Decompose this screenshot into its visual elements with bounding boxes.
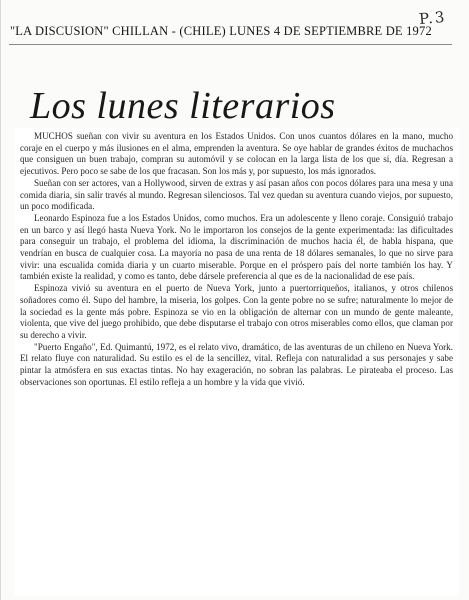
article-paragraph-1: MUCHOS sueñan con vivir su aventura en los Estados Unidos. Con unos cuantos dólares en la mano, mucho coraje en el cuerpo y más ilusiones en el alma, emprenden la aventura. Se oye hablar de grandes éxitos de muchachos que consiguen un buen trabajo, compran su automóvil y se colocan en la larga lista de los que sí, día. Regresan a ejecutivos. Pero poco se sabe de los que fracasan. Son los más y, por supuesto, los más ignorados. (20, 131, 453, 177)
article-clipping (14, 128, 459, 596)
article-paragraph-4: Espinoza vivió su aventura en el puerto de Nueva York, junto a puertorriqueños, italianos, y otros chilenos soñadores como él. Supo del hambre, la miseria, los golpes. Con la gente pobre no se sufre; naturalmente lo mejor de la sociedad es la gente más pobre. Espinoza se vio en la obligación de alternar con un mundo de gente maleante, violenta, que vive del juego prohibido, que debe disputarse el trabajo con otros miserables como ellos, que claman por su derecho a vivir. (20, 283, 453, 340)
handwritten-page-note: P.3 (417, 7, 447, 29)
newspaper-header: "LA DISCUSION" CHILLAN - (CHILE) LUNES 4 DE SEPTIEMBRE DE 1972 (10, 24, 432, 38)
article-paragraph-5: "Puerto Engaño", Ed. Quimantú, 1972, es el relato vivo, dramático, de las aventuras de un chileno en Nueva York. El relato fluye con naturalidad. Su estilo es el de la sencillez, vital. Refleja con naturalidad a sus personajes y sabe pintar la atmósfera en sus exactas tintas. No hay exageración, no sobran las palabras. Le pirateaba el proceso. Las observaciones son oportunas. El estilo refleja a un hombre y la vida que vivió. (20, 341, 453, 387)
article-paragraph-3: Leonardo Espinoza fue a los Estados Unidos, como muchos. Era un adolescente y lleno coraje. Consiguió trabajo en un barco y así llegó hasta Nueva York. No le importaron los consejos de la gente experimentada: las dificultades para conseguir un trabajo, el problema del idioma, la discriminación de muchos hacia él, de habla hispana, que vendrían en busca de cualquier cosa. La mayoría no pasa de una renta de 18 dólares semanales, lo que no sirve para vivir: una escualida comida diaria y un cuarto miserable. Porque en el próspero país del norte también los hay. Y también existe la realidad, y como es tanto, debe dársele preferencia al que es de la nacionalidad de ese país. (20, 212, 453, 282)
header-divider (9, 44, 452, 45)
scan-edge (0, 0, 1, 600)
article-body (14, 128, 459, 388)
article-paragraph-2: Sueñan con ser actores, van a Hollywood, sirven de extras y así pasan años con pocos dólares para una mesa y una comida diaria, sin salir través al mundo. Regresan silenciosos. Tal vez quedan su aventura cuando viejos, por supuesto, un poco modificada. (20, 177, 453, 212)
article-title: Los lunes literarios (30, 85, 336, 127)
